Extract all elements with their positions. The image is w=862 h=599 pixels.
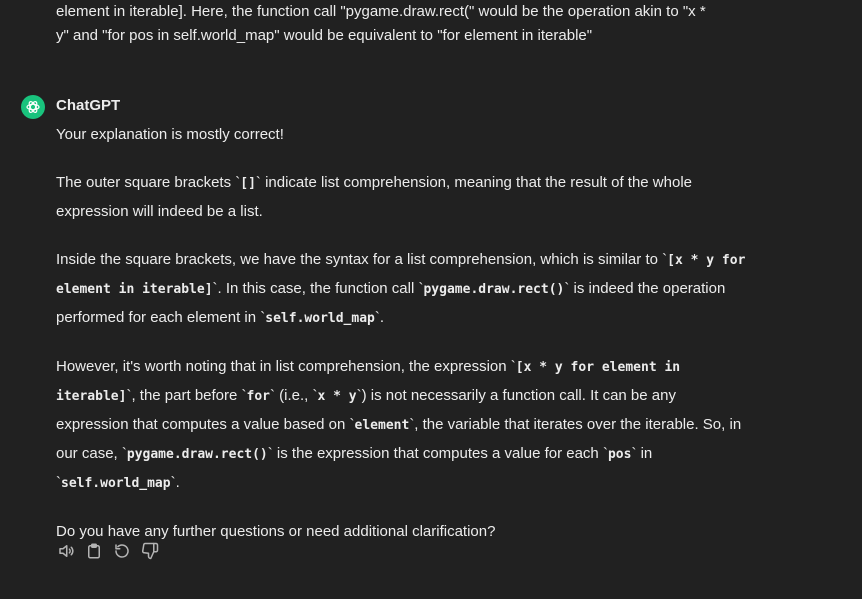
text-span: `, the variable that iterates over the iterable. So, in our case, ` [56, 416, 742, 462]
message-paragraph: Your explanation is mostly correct! [56, 126, 284, 143]
inline-code: for [246, 389, 270, 404]
message-paragraph [56, 169, 746, 226]
text-span: The outer square brackets ` [56, 174, 241, 191]
copy-button[interactable] [84, 541, 104, 561]
speaker-icon [57, 542, 75, 560]
inline-code: pygame.draw.rect() [423, 282, 565, 297]
user-message-line: y" and "for pos in self.world_map" would be equivalent to "for element in iterable" [56, 27, 593, 44]
inline-code: [x * y for element in iterable] [56, 360, 681, 404]
text-span: ` in ` [56, 445, 653, 491]
inline-code: [] [240, 176, 256, 191]
assistant-message [56, 121, 746, 546]
text-span: ` indicate list comprehension, meaning that the result of the whole expression will indeed be a list. [56, 174, 692, 220]
text-span: `. In this case, the function call ` [212, 280, 424, 297]
text-span: `. [374, 309, 385, 326]
inline-code: self.world_map [61, 476, 171, 491]
regenerate-icon [113, 542, 131, 560]
bad-response-button[interactable] [140, 541, 160, 561]
clipboard-icon [85, 542, 103, 560]
text-span: Inside the square brackets, we have the syntax for a list comprehension, which is similar to ` [56, 251, 668, 268]
read-aloud-button[interactable] [56, 541, 76, 561]
message-actions [56, 541, 160, 561]
user-message-line: element in iterable]. Here, the function call "pygame.draw.rect(" would be the operation akin to "x * [56, 3, 706, 20]
assistant-name: ChatGPT [56, 97, 121, 114]
inline-code: x * y [317, 389, 357, 404]
text-span: However, it's worth noting that in list comprehension, the expression ` [56, 358, 516, 375]
user-message-tail [56, 0, 756, 48]
regenerate-button[interactable] [112, 541, 132, 561]
text-span: `. [170, 474, 180, 491]
message-paragraph: Do you have any further questions or need additional clarification? [56, 523, 496, 540]
text-span: ` is the expression that computes a value for each ` [267, 445, 608, 462]
message-paragraph [56, 246, 746, 333]
thumbs-down-icon [141, 542, 159, 560]
openai-logo-icon [25, 99, 41, 115]
assistant-avatar [21, 95, 45, 119]
inline-code: pygame.draw.rect() [126, 447, 268, 462]
inline-code: pos [607, 447, 632, 462]
message-paragraph [56, 353, 746, 498]
inline-code: element [354, 418, 410, 433]
text-span: `) is not necessarily a function call. It can be any expression that computes a value based on ` [56, 387, 676, 433]
inline-code: self.world_map [265, 311, 375, 326]
text-span: ` (i.e., ` [270, 387, 318, 404]
text-span: `, the part before ` [126, 387, 247, 404]
inline-code: [x * y for element in iterable] [56, 253, 746, 297]
text-span: ` is indeed the operation performed for each element in ` [56, 280, 726, 326]
